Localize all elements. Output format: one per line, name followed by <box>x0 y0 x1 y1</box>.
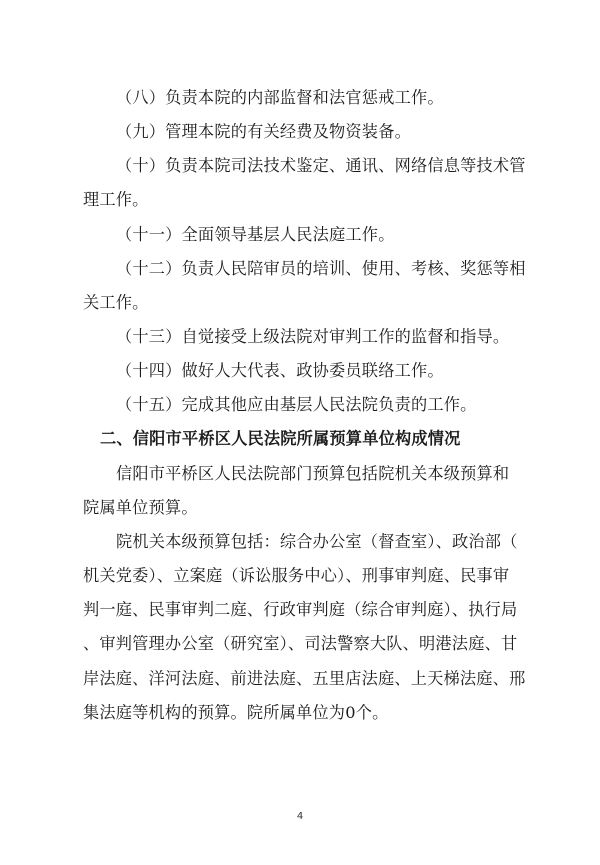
body-paragraph-2-line-3: 判一庭、民事审判二庭、行政审判庭（综合审判庭）、执行局 <box>83 600 518 619</box>
body-paragraph-1-line-2: 院属单位预算。 <box>83 498 198 517</box>
paragraph-item-9: （九）管理本院的有关经费及物资装备。 <box>116 122 411 141</box>
paragraph-item-11: （十一）全面领导基层人民法庭工作。 <box>116 225 395 244</box>
body-paragraph-2-line-2: 机关党委）、立案庭（诉讼服务中心）、刑事审判庭、民事审 <box>83 566 510 585</box>
paragraph-item-12: （十二）负责人民陪审员的培训、使用、考核、奖惩等相 <box>116 259 526 278</box>
paragraph-item-14: （十四）做好人大代表、政协委员联络工作。 <box>116 361 444 380</box>
paragraph-item-10: （十）负责本院司法技术鉴定、通讯、网络信息等技术管 <box>116 156 526 175</box>
page-number: 4 <box>296 811 304 822</box>
paragraph-item-13: （十三）自觉接受上级法院对审判工作的监督和指导。 <box>116 327 510 346</box>
paragraph-item-15: （十五）完成其他应由基层人民法院负责的工作。 <box>116 395 477 414</box>
body-paragraph-2-line-4: 、审判管理办公室（研究室）、司法警察大队、明港法庭、甘 <box>83 634 518 653</box>
body-paragraph-2-line-1: 院机关本级预算包括：综合办公室（督查室）、政治部（ <box>116 532 518 551</box>
section-heading: 二、信阳市平桥区人民法院所属预算单位构成情况 <box>100 429 461 448</box>
body-paragraph-2-line-5: 岸法庭、洋河法庭、前进法庭、五里店法庭、上天梯法庭、邢 <box>83 669 526 688</box>
paragraph-item-12-continued: 关工作。 <box>83 293 149 312</box>
paragraph-item-8: （八）负责本院的内部监督和法官惩戒工作。 <box>116 88 444 107</box>
body-paragraph-2-line-6: 集法庭等机构的预算。院所属单位为0个。 <box>83 703 389 722</box>
paragraph-item-10-continued: 理工作。 <box>83 190 149 209</box>
body-paragraph-1-line-1: 信阳市平桥区人民法院部门预算包括院机关本级预算和 <box>116 464 510 483</box>
